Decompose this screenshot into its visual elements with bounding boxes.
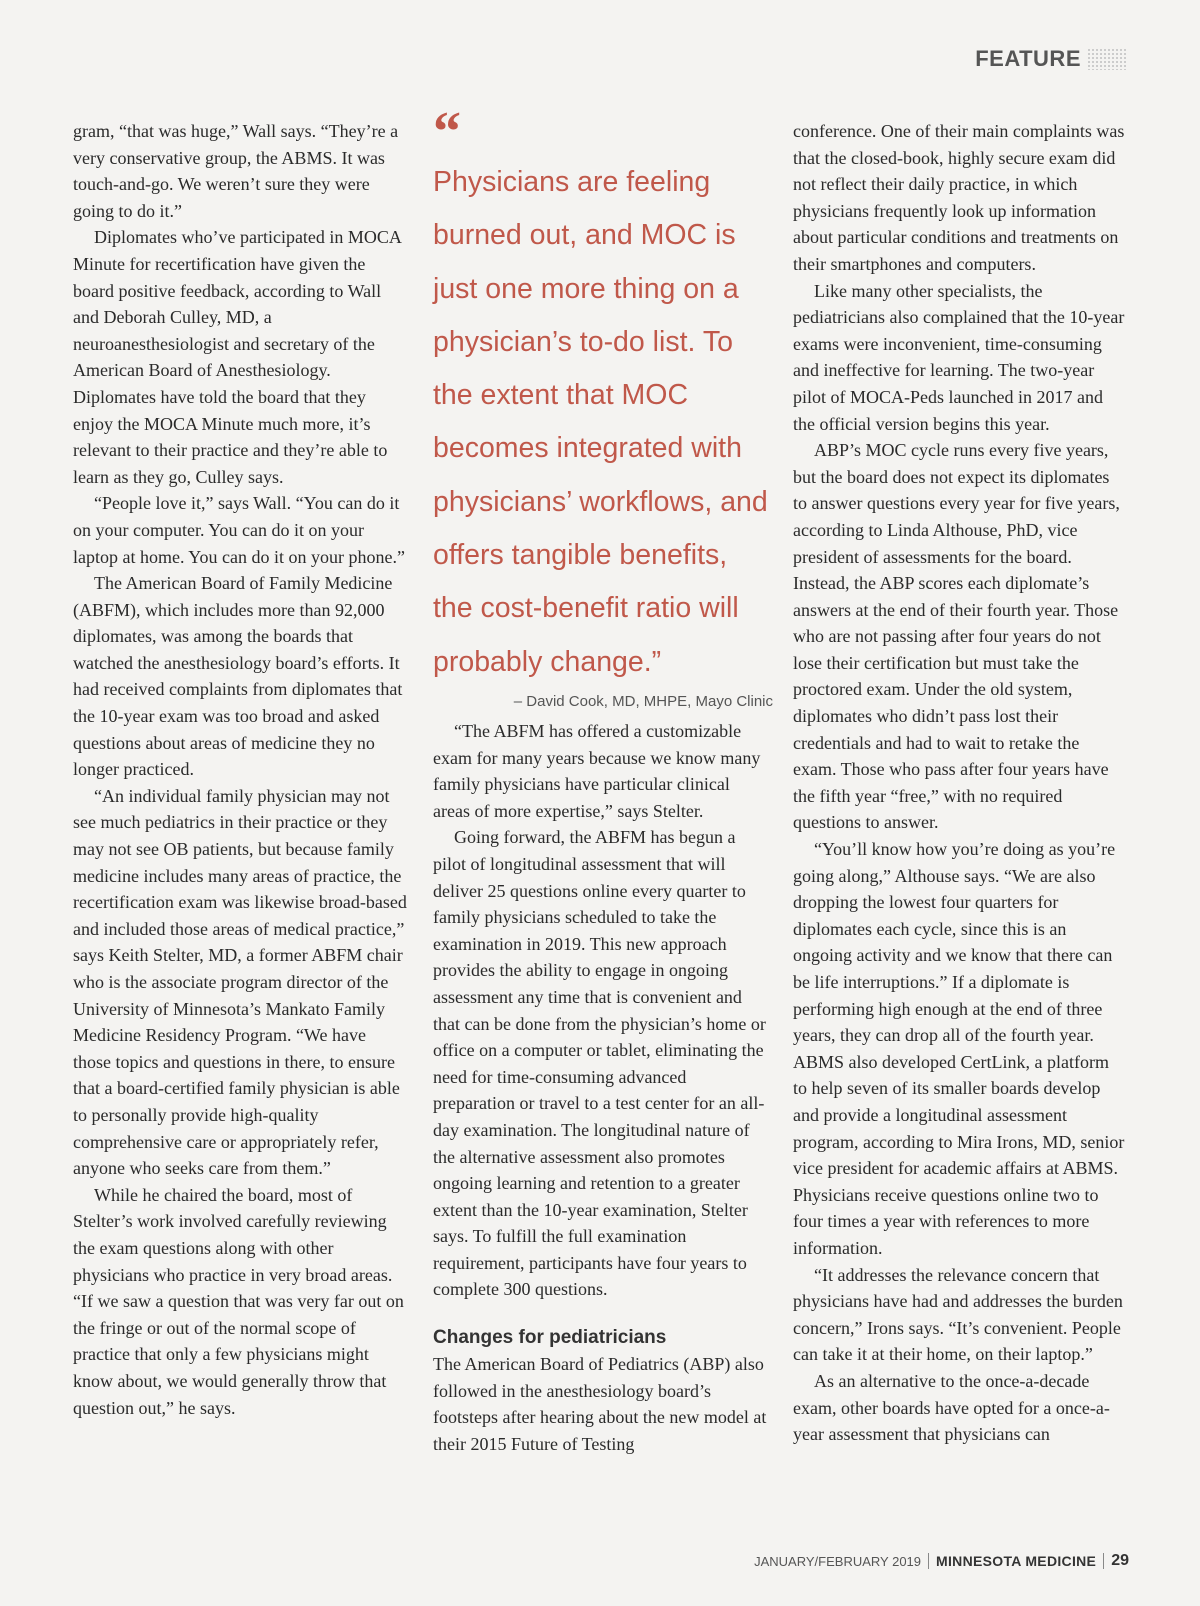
- paragraph: While he chaired the board, most of Stelter’s work involved carefully reviewing the exam questions along with other physicians who practice in very broad areas. “If we saw a question that was very far out on the fringe or out of the normal scope of practice that only a few physicians might know about, we would generally throw that question out,” he says.: [73, 1184, 404, 1418]
- paragraph: As an alternative to the once-a-decade exam, other boards have opted for a once-a-year assessment that physicians can: [793, 1370, 1110, 1445]
- column-1: [73, 118, 407, 1421]
- paragraph: The American Board of Family Medicine (ABFM), which includes more than 92,000 diplomates, was among the boards that watched the anesthesiology board’s efforts. It had received complaints from diplomates that the 10-year exam was too broad and asked questions about areas of medicine they no longer practiced.: [73, 573, 403, 780]
- paragraph: “You’ll know how you’re doing as you’re going along,” Althouse says. “We are also dropping the lowest four quarters for diplomates each cycle, since this is an ongoing activity and we know that there can be life interruptions.” If a diplomate is performing high enough at the end of three years, they can drop all of the fourth year. ABMS also developed CertLink, a platform to help seven of its smaller boards develop and provide a longitudinal assessment program, according to Mira Irons, MD, senior vice president for academic affairs at ABMS. Physicians receive questions online two to four times a year with references to more information.: [793, 839, 1125, 1258]
- section-label-text: FEATURE: [975, 46, 1081, 71]
- paragraph: conference. One of their main complaints was that the closed-book, highly secure exam did not reflect their daily practice, in which physicians frequently look up information about particular conditions and treatments on their smartphones and computers.: [793, 121, 1125, 274]
- pull-quote: [433, 101, 773, 710]
- issue-date: JANUARY/FEBRUARY 2019: [754, 1553, 922, 1569]
- subheading: Changes for pediatricians: [433, 1327, 667, 1349]
- paragraph: “People love it,” says Wall. “You can do it on your computer. You can do it on your laptop at home. You can do it on your phone.”: [73, 493, 405, 567]
- paragraph: “It addresses the relevance concern that physicians have had and addresses the burden concern,” Irons says. “It’s convenient. People can take it at their home, on their laptop.”: [793, 1264, 1123, 1365]
- paragraph: Going forward, the ABFM has begun a pilot of longitudinal assessment that will deliver 25 questions online every quarter to family physicians scheduled to take the examination in 2019. This new approach provides the ability to engage in ongoing assessment any time that is convenient and that can be done from the physician’s home or office on a computer or tablet, eliminating the need for time-consuming advanced preparation or travel to a test center for an all-day examination. The longitudinal nature of the alternative assessment also promotes ongoing learning and retention to a greater extent than the 10-year examination, Stelter says. To fulfill the full examination requirement, participants have four years to complete 300 questions.: [433, 827, 766, 1300]
- pull-quote-text: Physicians are feeling burned out, and MOC is just one more thing on a physician’s to-do list. To the extent that MOC becomes integrated with physicians’ workflows, and offers tangible benefits, the cost-benefit ratio will probably change.”: [433, 166, 768, 678]
- paragraph: “An individual family physician may not see much pediatrics in their practice or they may not see OB patients, but because family medicine includes many areas of practice, the recertification exam was likewise broad-based and included those areas of medical practice,” says Keith Stelter, MD, a former ABFM chair who is the associate program director of the University of Minnesota’s Mankato Family Medicine Residency Program. “We have those topics and questions in there, to ensure that a board-certified family physician is able to personally provide high-quality comprehensive care or appropriately refer, anyone who seeks care from them.”: [73, 785, 407, 1179]
- quote-mark-icon: “: [433, 101, 461, 163]
- paragraph: “The ABFM has offered a customizable exam for many years because we know many family physicians have particular clinical areas of more expertise,” says Stelter.: [433, 721, 761, 821]
- footer-divider: [928, 1553, 929, 1569]
- paragraph: gram, “that was huge,” Wall says. “They’re a very conservative group, the ABMS. It was touch-and-go. We weren’t sure they were going to do it.”: [73, 121, 399, 221]
- column-3: [793, 118, 1127, 1448]
- page-footer: [754, 1552, 1129, 1570]
- paragraph: Like many other specialists, the pediatricians also complained that the 10-year exams were inconvenient, time-consuming and ineffective for learning. The two-year pilot of MOCA-Peds launched in 2017 and the official version begins this year.: [793, 280, 1125, 434]
- paragraph: The American Board of Pediatrics (ABP) also followed in the anesthesiology board’s footsteps after hearing about the new model at their 2015 Future of Testing: [433, 1354, 767, 1454]
- paragraph: Diplomates who’ve participated in MOCA Minute for recertification have given the board positive feedback, according to Wall and Deborah Culley, MD, a neuroanesthesiologist and secretary of the American Board of Anesthesiology. Diplomates have told the board that they enjoy the MOCA Minute much more, it’s relevant to their practice and they’re able to learn as they go, Culley says.: [73, 227, 401, 487]
- paragraph: ABP’s MOC cycle runs every five years, but the board does not expect its diplomates to answer questions every year for five years, according to Linda Althouse, PhD, vice president of assessments for the board. Instead, the ABP scores each diplomate’s answers at the end of their fourth year. Those who are not passing after four years do not lose their certification but must take the proctored exam. Under the old system, diplomates who didn’t pass lost their credentials and had to wait to retake the exam. Those who pass after four years have the fifth year “free,” with no required questions to answer.: [793, 440, 1120, 833]
- column-2: [433, 718, 767, 1457]
- section-label: [975, 46, 1127, 72]
- magazine-name: MINNESOTA MEDICINE: [936, 1553, 1097, 1569]
- section-label-dot-pattern: [1087, 48, 1127, 70]
- footer-divider: [1103, 1553, 1104, 1569]
- page-number: 29: [1111, 1552, 1129, 1569]
- pull-quote-attribution: – David Cook, MD, MHPE, Mayo Clinic: [513, 692, 773, 710]
